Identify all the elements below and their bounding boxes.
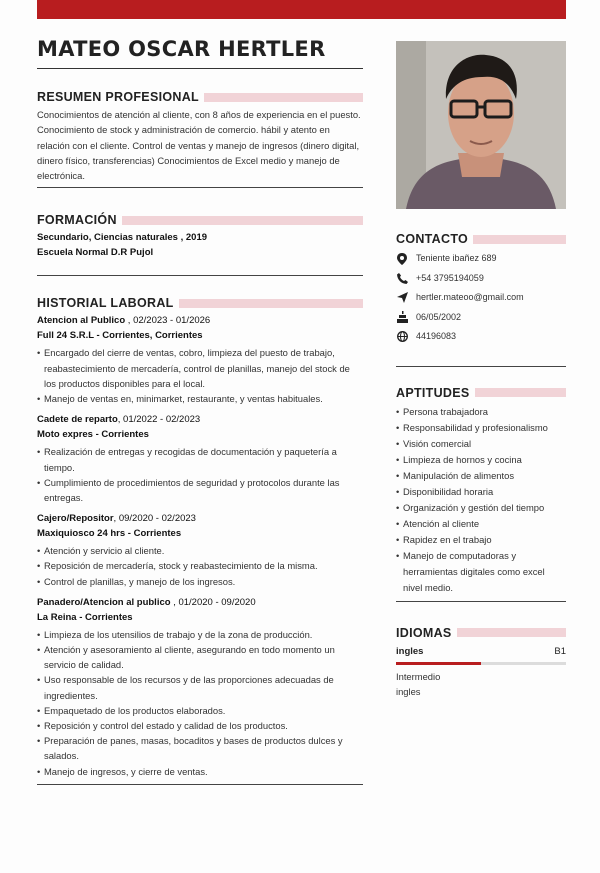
job-entry (37, 595, 363, 779)
list-item: • Manejo de ventas en, minimarket, restaurante, y ventas habituales. (37, 391, 363, 406)
heading-bar (475, 388, 566, 397)
language-entry (396, 646, 566, 699)
heading-bar (473, 235, 566, 244)
list-item: • Realización de entregas y recogidas de documentación y paquetería a tiempo. (37, 444, 363, 474)
skills-title: APTITUDES (396, 385, 470, 400)
contact-phone (396, 269, 566, 289)
job-title (37, 412, 363, 427)
job-role: Cajero/Repositor (37, 513, 114, 525)
job-entry (37, 412, 363, 505)
skills-heading (396, 386, 566, 400)
language-progress-track (396, 662, 566, 665)
contact-heading (396, 232, 566, 246)
work-block (37, 313, 363, 784)
language-name: ingles (396, 645, 424, 657)
contact-email (396, 288, 566, 308)
list-item: • Limpieza de hornos y cocina (396, 452, 566, 468)
job-company: Maxiquiosco 24 hrs - Corrientes (37, 528, 182, 540)
job-title (37, 595, 363, 610)
top-accent-bar (37, 0, 566, 19)
heading-bar (179, 299, 363, 308)
profile-photo (396, 41, 566, 209)
contact-block (396, 246, 566, 367)
location-pin-icon (396, 253, 408, 265)
job-title (37, 313, 363, 328)
list-item: • Manejo de computadoras y herramientas digitales como excel nivel medio. (396, 548, 566, 596)
heading-bar (122, 216, 363, 225)
work-heading (37, 296, 363, 310)
list-item: • Disponibilidad horaria (396, 484, 566, 500)
summary-heading (37, 90, 363, 104)
education-title: FORMACIÓN (37, 213, 117, 228)
send-icon (396, 292, 408, 304)
language-row (396, 646, 566, 657)
job-company: Moto expres - Corrientes (37, 429, 149, 441)
education-heading (37, 213, 363, 227)
contact-birthdate (396, 308, 566, 328)
left-column (37, 38, 363, 785)
list-item: • Manipulación de alimentos (396, 468, 566, 484)
contact-id (396, 327, 566, 347)
right-column (396, 41, 566, 699)
contact-address (396, 249, 566, 269)
language-progress-fill (396, 662, 481, 665)
job-bullets (37, 543, 363, 589)
job-dates: , 02/2023 - 01/2026 (125, 315, 211, 327)
list-item: • Cumplimiento de procedimientos de seguridad y protocolos durante las entregas. (37, 475, 363, 505)
list-item: • Reposición de mercadería, stock y reabastecimiento de la misma. (37, 558, 363, 573)
list-item: • Responsabilidad y profesionalismo (396, 420, 566, 436)
cake-icon (396, 311, 408, 323)
language-note: ingles (396, 685, 421, 697)
job-role: Atencion al Publico (37, 315, 126, 327)
job-role: Panadero/Atencion al publico (37, 596, 171, 608)
list-item: • Atención al cliente (396, 516, 566, 532)
contact-birthdate-text: 06/05/2002 (416, 311, 462, 322)
heading-bar (457, 628, 566, 637)
work-title: HISTORIAL LABORAL (37, 296, 174, 311)
language-level: B1 (554, 645, 566, 657)
languages-heading (396, 626, 566, 640)
list-item: • Manejo de ingresos, y cierre de ventas. (37, 764, 363, 779)
contact-phone-text: +54 3795194059 (416, 272, 484, 283)
summary-text: Conocimientos de atención al cliente, con 8 años de experiencia en el puesto. Conocimiento de stock y administración de comercio. hábil y atento en relación con el cliente. Control de ventas y manejo de ingresos (dinero digital, dinero físico, transferencias) Conocimientos de Excel medio y manejo de electrónica. (37, 107, 363, 188)
list-item: • Uso responsable de los recursos y de las proporciones adecuadas de ingredientes. (37, 672, 363, 702)
list-item: • Organización y gestión del tiempo (396, 500, 566, 516)
languages-title: IDIOMAS (396, 625, 452, 640)
list-item: • Visión comercial (396, 436, 566, 452)
candidate-name: MATEO OSCAR HERTLER (37, 38, 363, 69)
job-bullets (37, 345, 363, 406)
list-item: • Encargado del cierre de ventas, cobro, limpieza del puesto de trabajo, reabastecimiento de mercadería, control de planillas, manejo del stock de los productos disponibles para el local. (37, 345, 363, 391)
list-item: • Atención y asesoramiento al cliente, asegurando en todo momento un servicio de calidad. (37, 642, 363, 672)
phone-icon (396, 272, 408, 284)
list-item: • Persona trabajadora (396, 404, 566, 420)
list-item: • Control de planillas, y manejo de los ingresos. (37, 574, 363, 589)
contact-title: CONTACTO (396, 232, 469, 246)
job-dates: , 09/2020 - 02/2023 (113, 513, 196, 525)
list-item: • Limpieza de los utensilios de trabajo y de la zona de producción. (37, 627, 363, 642)
contact-address-text: Teniente ibañez 689 (416, 253, 497, 263)
list-item: • Rapidez en el trabajo (396, 532, 566, 548)
list-item: • Empaquetado de los productos elaborados. (37, 703, 363, 718)
language-level-text: Intermedio (396, 670, 441, 682)
job-entry (37, 313, 363, 406)
heading-bar (204, 93, 363, 102)
job-bullets (37, 444, 363, 505)
job-role: Cadete de reparto (37, 414, 118, 426)
list-item: • Reposición y control del estado y calidad de los productos. (37, 718, 363, 733)
list-item: • Preparación de panes, masas, bocaditos y bases de productos dulces y salados. (37, 733, 363, 763)
contact-id-text: 44196083 (416, 331, 457, 341)
contact-email-text: hertler.mateoo@gmail.com (416, 292, 524, 302)
education-degree: Secundario, Ciencias naturales , 2019 (37, 232, 208, 244)
job-company: La Reina - Corrientes (37, 611, 133, 623)
job-company: Full 24 S.R.L - Corrientes, Corrientes (37, 330, 203, 342)
list-item: • Atención y servicio al cliente. (37, 543, 363, 558)
globe-icon (396, 331, 408, 343)
summary-title: RESUMEN PROFESIONAL (37, 90, 199, 104)
job-dates: , 01/2020 - 09/2020 (170, 596, 256, 608)
job-dates: , 01/2022 - 02/2023 (117, 414, 201, 426)
job-title (37, 511, 363, 526)
job-bullets (37, 627, 363, 779)
education-block (37, 230, 363, 276)
skills-list (396, 404, 566, 602)
profile-photo-image (396, 41, 566, 209)
job-entry (37, 511, 363, 589)
education-school: Escuela Normal D.R Pujol (37, 247, 154, 259)
